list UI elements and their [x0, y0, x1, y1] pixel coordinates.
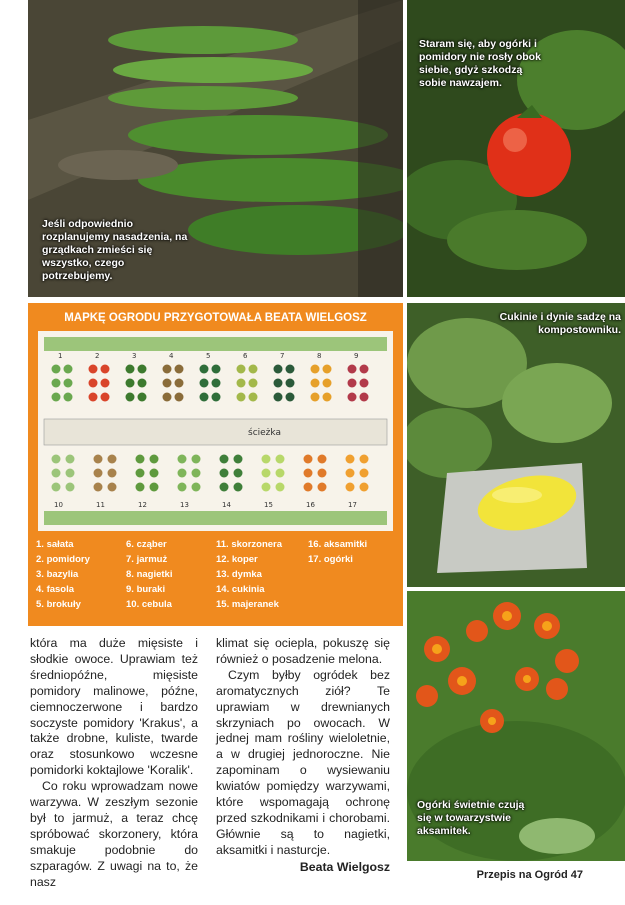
map-plant — [220, 483, 229, 492]
map-plant — [212, 365, 221, 374]
map-plant — [175, 393, 184, 402]
map-plant — [360, 469, 369, 478]
map-plant — [138, 379, 147, 388]
garden-map-drawing — [38, 331, 393, 531]
garden-map-box — [28, 303, 403, 626]
garden-map-sketch — [38, 331, 393, 531]
legend-item: 1. sałata — [36, 539, 74, 550]
map-plant — [136, 455, 145, 464]
map-plant — [262, 483, 271, 492]
map-plant — [249, 379, 258, 388]
map-bed-number: 11 — [96, 501, 105, 509]
map-plant — [360, 379, 369, 388]
squash-image — [407, 303, 625, 587]
garden-beds-caption: Jeśli odpowiednio rozplanujemy nasadzenia, na grządkach zmieści się wszystko, czego potrzebujemy. — [42, 218, 188, 282]
map-plant — [234, 455, 243, 464]
legend-item: 17. ogórki — [308, 554, 353, 565]
map-plant — [200, 379, 209, 388]
map-plant — [200, 365, 209, 374]
map-plant — [52, 365, 61, 374]
legend-item: 16. aksamitki — [308, 539, 368, 550]
map-plant — [220, 455, 229, 464]
map-plant — [150, 469, 159, 478]
map-plant — [249, 393, 258, 402]
map-plant — [274, 393, 283, 402]
map-plant — [192, 455, 201, 464]
map-title: MAPKĘ OGRODU PRZYGOTOWAŁA BEATA WIELGOSZ — [64, 312, 367, 324]
legend-item: 10. cebula — [126, 599, 172, 610]
map-plant — [318, 483, 327, 492]
legend-item: 14. cukinia — [216, 584, 265, 595]
map-plant — [175, 365, 184, 374]
photo-garden-beds — [28, 0, 403, 297]
map-plant — [52, 469, 61, 478]
map-plant — [175, 379, 184, 388]
photo-tomato — [407, 0, 625, 297]
map-plant — [89, 393, 98, 402]
map-bed-number: 4 — [169, 352, 174, 360]
legend-column-3 — [216, 537, 282, 612]
map-plant — [108, 469, 117, 478]
map-plant — [192, 483, 201, 492]
map-plant — [178, 469, 187, 478]
map-plant — [89, 365, 98, 374]
map-bed-number: 8 — [317, 352, 322, 360]
map-bed-number: 13 — [180, 501, 189, 509]
map-plant — [360, 393, 369, 402]
map-plant — [101, 379, 110, 388]
map-bed-number: 7 — [280, 352, 285, 360]
map-plant — [108, 455, 117, 464]
map-plant — [237, 393, 246, 402]
map-plant — [286, 365, 295, 374]
legend-item: 2. pomidory — [36, 554, 90, 565]
map-plant — [101, 393, 110, 402]
legend-item: 11. skorzonera — [216, 539, 283, 550]
map-plant — [348, 379, 357, 388]
map-plant — [89, 379, 98, 388]
map-plant — [212, 393, 221, 402]
map-plant — [136, 469, 145, 478]
map-plant — [360, 455, 369, 464]
map-path-label: ścieżka — [248, 428, 281, 438]
page-number: 47 — [570, 869, 583, 881]
map-plant — [311, 365, 320, 374]
map-plant — [311, 379, 320, 388]
map-plant — [138, 365, 147, 374]
legend-item: 15. majeranek — [216, 599, 279, 610]
map-plant — [346, 455, 355, 464]
map-plant — [311, 393, 320, 402]
map-plant — [163, 393, 172, 402]
article-paragraph: klimat się ociepla, pokuszę się również o posadzenie melona. — [216, 636, 390, 666]
map-plant — [52, 393, 61, 402]
map-bed-number: 14 — [222, 501, 231, 509]
map-bed-number: 2 — [95, 352, 100, 360]
map-plant — [163, 365, 172, 374]
map-plant — [304, 469, 313, 478]
map-plant — [138, 393, 147, 402]
map-plant — [323, 365, 332, 374]
map-plant — [126, 393, 135, 402]
map-plant — [150, 483, 159, 492]
map-plant — [94, 469, 103, 478]
map-plant — [262, 455, 271, 464]
map-plant — [346, 483, 355, 492]
map-plant — [52, 483, 61, 492]
legend-item: 9. buraki — [126, 584, 166, 595]
map-plant — [237, 365, 246, 374]
map-plant — [66, 483, 75, 492]
map-plant — [304, 455, 313, 464]
map-bed-number: 12 — [138, 501, 147, 509]
map-plant — [360, 365, 369, 374]
map-bed-number: 1 — [58, 352, 63, 360]
legend-item: 3. bazylia — [36, 569, 79, 580]
map-bed-number: 3 — [132, 352, 137, 360]
map-plant — [276, 455, 285, 464]
map-plant — [212, 379, 221, 388]
article-column-left — [30, 636, 198, 891]
map-plant — [94, 483, 103, 492]
map-plant — [286, 379, 295, 388]
map-plant — [64, 393, 73, 402]
map-plant — [200, 393, 209, 402]
map-plant — [286, 393, 295, 402]
map-bed-number: 9 — [354, 352, 359, 360]
map-plant — [66, 455, 75, 464]
map-plant — [178, 483, 187, 492]
map-plant — [234, 469, 243, 478]
article-paragraph: Czym byłby ogródek bez aromatycznych ziół? Te uprawiam w drewnianych skrzyniach po owocach. W jednej mam rośliny wieloletnie, a w drugiej jednoroczne. Nie zapominam o wysiewaniu kwiatów pomiędzy warzywami, które wspomagają ochronę przed szkodnikami i chorobami. Głównie są to nagietki, aksamitki i nasturcje. — [216, 667, 390, 857]
map-plant — [52, 455, 61, 464]
legend-item: 13. dymka — [216, 569, 262, 580]
map-plant — [234, 483, 243, 492]
map-plant — [192, 469, 201, 478]
tomato-caption: Staram się, aby ogórki i pomidory nie rosły obok siebie, gdyż szkodzą sobie nawzajem. — [419, 38, 541, 89]
map-plant — [318, 469, 327, 478]
map-plant — [348, 365, 357, 374]
map-plant — [178, 455, 187, 464]
map-plant — [276, 469, 285, 478]
map-plant — [94, 455, 103, 464]
map-plant — [126, 365, 135, 374]
map-plant — [66, 469, 75, 478]
map-plant — [276, 483, 285, 492]
map-plant — [136, 483, 145, 492]
legend-column-2 — [126, 537, 172, 612]
map-bed-number: 10 — [54, 501, 63, 509]
map-bed-number: 17 — [348, 501, 357, 509]
map-plant — [262, 469, 271, 478]
legend-column-4 — [308, 537, 367, 567]
map-plant — [163, 379, 172, 388]
article-author: Beata Wielgosz — [299, 859, 390, 874]
map-bed-number: 6 — [243, 352, 248, 360]
page-footer — [477, 869, 583, 881]
article-paragraph: która ma duże mięsiste i słodkie owoce. Uprawiam też średniopóźne, mięsiste pomidory malinowe, późne, ciemnoczerwone i bardzo soczyste pomidory 'Krakus', a także drobne, kuliste, twarde oraz stosunkowo wczesne pomidorki koktajlowe 'Koralik'. — [30, 636, 198, 778]
map-plant — [126, 379, 135, 388]
map-plant — [304, 483, 313, 492]
map-plant — [64, 379, 73, 388]
map-plant — [64, 365, 73, 374]
map-plant — [101, 365, 110, 374]
legend-item: 8. nagietki — [126, 569, 173, 580]
legend-item: 5. brokuły — [36, 599, 81, 610]
map-bed-number: 15 — [264, 501, 273, 509]
legend-item: 12. koper — [216, 554, 258, 565]
map-bed-number: 5 — [206, 352, 211, 360]
map-plant — [346, 469, 355, 478]
map-plant — [150, 455, 159, 464]
map-bed-number: 16 — [306, 501, 315, 509]
map-plant — [360, 483, 369, 492]
map-plant — [323, 393, 332, 402]
map-plant — [249, 365, 258, 374]
map-plant — [323, 379, 332, 388]
legend-column-1 — [36, 537, 90, 612]
magazine-name: Przepis na Ogród — [476, 869, 568, 881]
article-column-right — [216, 636, 390, 876]
legend-item: 7. jarmuż — [126, 554, 168, 565]
map-plant — [348, 393, 357, 402]
map-plant — [274, 379, 283, 388]
map-plant — [274, 365, 283, 374]
squash-caption: Cukinie i dynie sadzę na kompostowniku. — [499, 311, 621, 336]
map-plant — [52, 379, 61, 388]
legend-item: 4. fasola — [36, 584, 75, 595]
map-plant — [237, 379, 246, 388]
article-paragraph: Co roku wprowadzam nowe warzywa. W zeszłym sezonie był to jarmuż, a teraz chcę spróbować skorzonery, która smakuje podobnie do szparagów. Z uwagi na to, że nasz — [30, 779, 198, 889]
map-plant — [220, 469, 229, 478]
photo-marigolds — [407, 591, 625, 861]
marigold-caption: Ogórki świetnie czują się w towarzystwie aksamitek. — [417, 799, 525, 837]
map-plant — [108, 483, 117, 492]
photo-squash — [407, 303, 625, 587]
legend-item: 6. cząber — [126, 539, 167, 550]
map-plant — [318, 455, 327, 464]
